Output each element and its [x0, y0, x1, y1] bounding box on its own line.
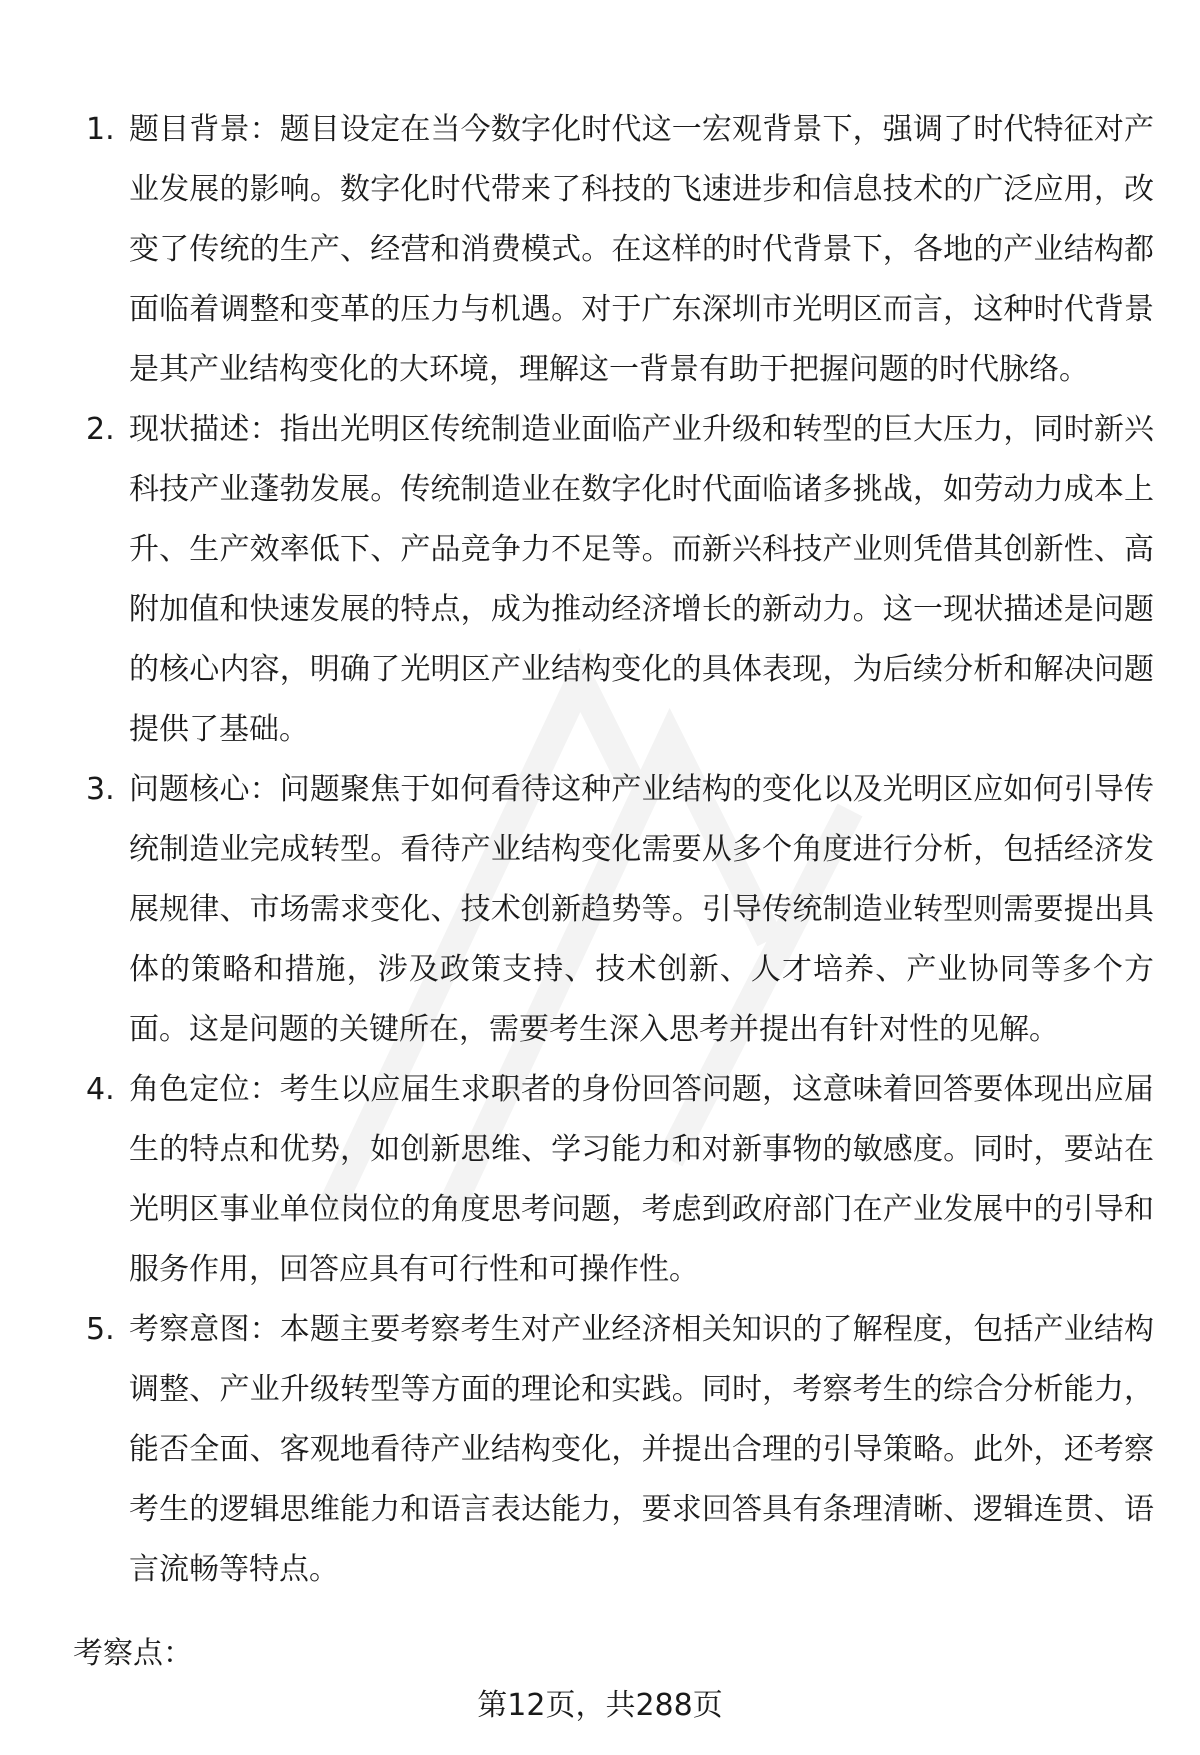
list-item-text-line: 提供了基础。	[129, 712, 309, 747]
list-item-text-line: 附加值和快速发展的特点，成为推动经济增长的新动力。这一现状描述是问题	[129, 592, 1154, 627]
list-item-text-line: 服务作用，回答应具有可行性和可操作性。	[129, 1252, 699, 1287]
list-item-text-line: 光明区事业单位岗位的角度思考问题，考虑到政府部门在产业发展中的引导和	[129, 1192, 1154, 1227]
list-item-text-line: 业发展的影响。数字化时代带来了科技的飞速进步和信息技术的广泛应用，改	[129, 172, 1154, 207]
list-item-text-line: 题目背景：题目设定在当今数字化时代这一宏观背景下，强调了时代特征对产	[129, 112, 1154, 147]
list-item	[0, 1060, 1200, 1300]
list-item-text-line: 问题核心：问题聚焦于如何看待这种产业结构的变化以及光明区应如何引导传	[129, 772, 1154, 807]
list-item-text-line: 变了传统的生产、经营和消费模式。在这样的时代背景下，各地的产业结构都	[129, 232, 1154, 267]
numbered-list	[0, 100, 1200, 1600]
list-item-text-line: 统制造业完成转型。看待产业结构变化需要从多个角度进行分析，包括经济发	[129, 832, 1154, 867]
list-item-text-line: 展规律、市场需求变化、技术创新趋势等。引导传统制造业转型则需要提出具	[129, 892, 1154, 927]
list-item-number: 5.	[86, 1312, 115, 1347]
list-item-text-line: 考察意图：本题主要考察考生对产业经济相关知识的了解程度，包括产业结构	[129, 1312, 1154, 1347]
page-number-footer: 第12页，共288页	[477, 1688, 723, 1723]
list-item-text-line: 言流畅等特点。	[129, 1552, 339, 1587]
list-item-text-line: 面临着调整和变革的压力与机遇。对于广东深圳市光明区而言，这种时代背景	[129, 292, 1154, 327]
list-item-number: 4.	[86, 1072, 115, 1107]
list-item-text-line: 生的特点和优势，如创新思维、学习能力和对新事物的敏感度。同时，要站在	[129, 1132, 1154, 1167]
list-item	[0, 1300, 1200, 1600]
list-item-text-line: 科技产业蓬勃发展。传统制造业在数字化时代面临诸多挑战，如劳动力成本上	[129, 472, 1154, 507]
list-item-number: 2.	[86, 412, 115, 447]
list-item-text-line: 现状描述：指出光明区传统制造业面临产业升级和转型的巨大压力，同时新兴	[129, 412, 1154, 447]
list-item-text-line: 升、生产效率低下、产品竞争力不足等。而新兴科技产业则凭借其创新性、高	[129, 532, 1154, 567]
list-item	[0, 400, 1200, 760]
list-item-number: 1.	[86, 112, 115, 147]
list-item-text-line: 角色定位：考生以应届生求职者的身份回答问题，这意味着回答要体现出应届	[129, 1072, 1154, 1107]
list-item-text-line: 是其产业结构变化的大环境，理解这一背景有助于把握问题的时代脉络。	[129, 352, 1089, 387]
list-item-text-line: 能否全面、客观地看待产业结构变化，并提出合理的引导策略。此外，还考察	[129, 1432, 1154, 1467]
list-item	[0, 760, 1200, 1060]
list-item-text-line: 考生的逻辑思维能力和语言表达能力，要求回答具有条理清晰、逻辑连贯、语	[129, 1492, 1154, 1527]
list-item-text-line: 调整、产业升级转型等方面的理论和实践。同时，考察考生的综合分析能力，	[129, 1372, 1154, 1407]
list-item-text-line: 的核心内容，明确了光明区产业结构变化的具体表现，为后续分析和解决问题	[129, 652, 1154, 687]
section-label-exam-points: 考察点：	[73, 1636, 193, 1671]
list-item-text-line: 体的策略和措施，涉及政策支持、技术创新、人才培养、产业协同等多个方	[129, 952, 1154, 987]
list-item-number: 3.	[86, 772, 115, 807]
list-item-text-line: 面。这是问题的关键所在，需要考生深入思考并提出有针对性的见解。	[129, 1012, 1059, 1047]
list-item	[0, 100, 1200, 400]
